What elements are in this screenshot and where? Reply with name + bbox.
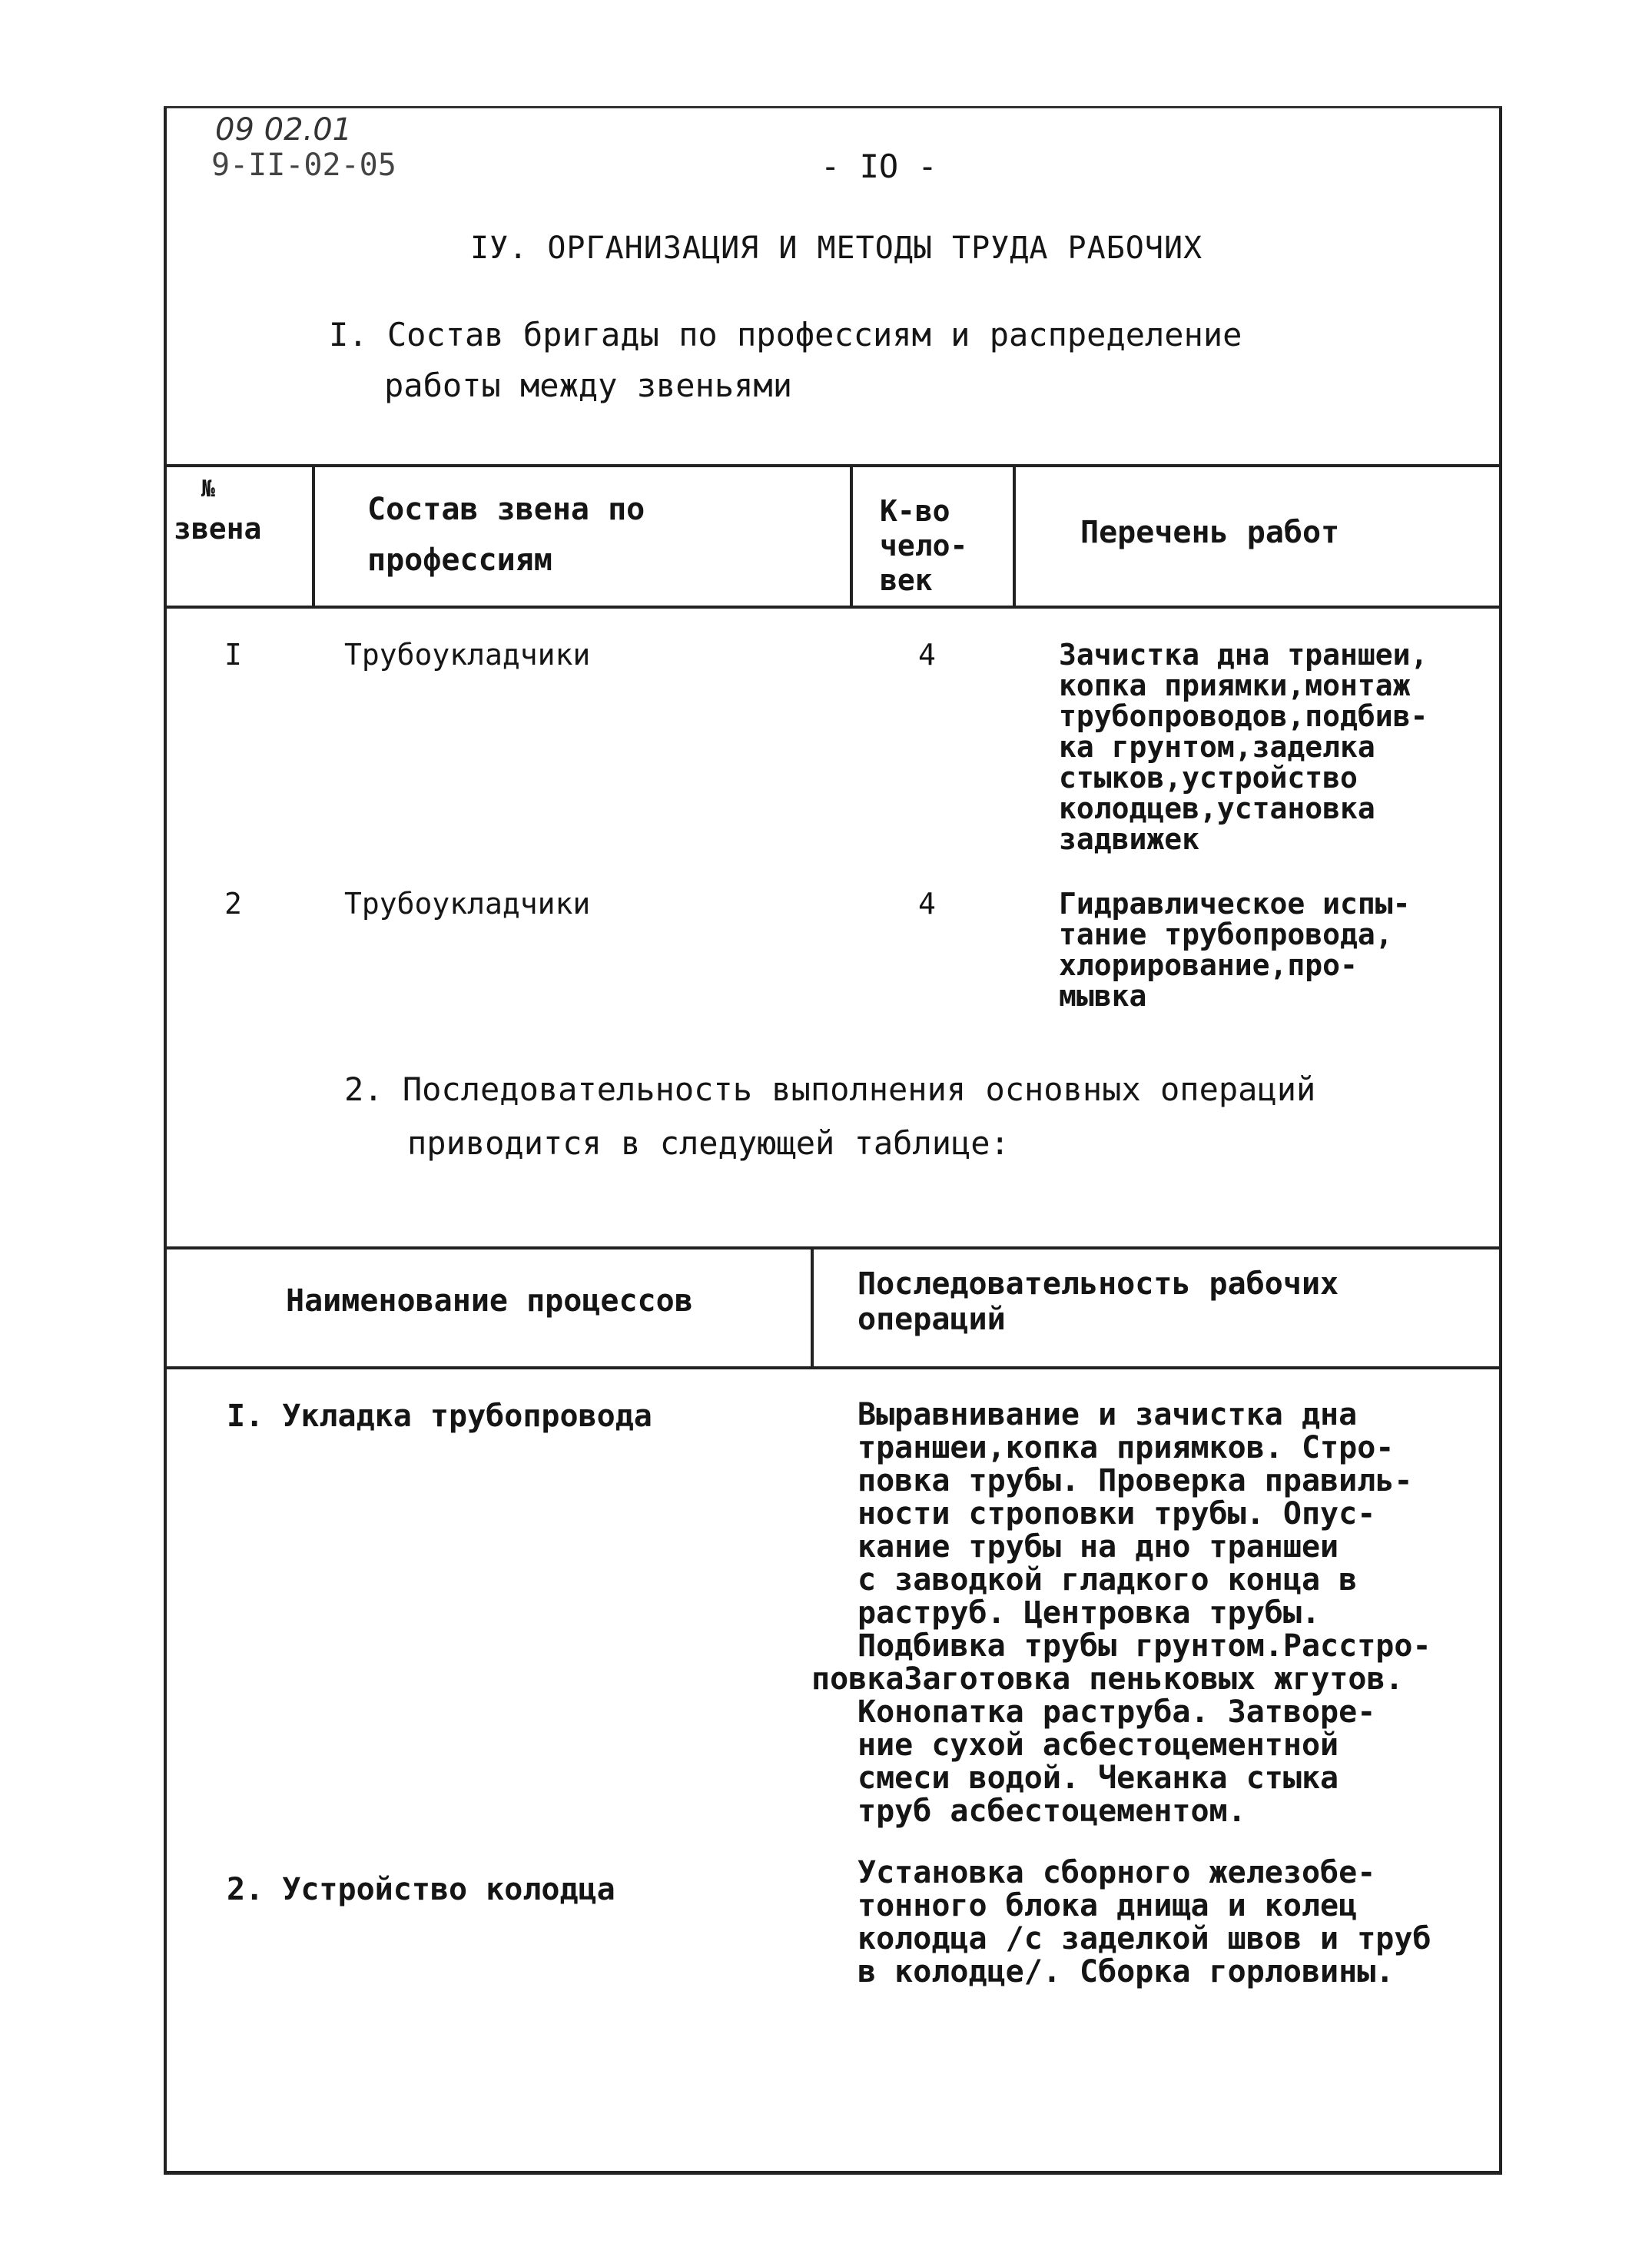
process-1-ops-prefix: повка: [811, 1661, 904, 1697]
team-1-works-line: колодцев,установка: [1059, 791, 1375, 825]
team-1-works-line: Зачистка дна траншеи,: [1059, 638, 1428, 672]
subsection-1-line-2: работы между звеньями: [384, 367, 793, 404]
process-2-ops-line: колодца /с заделкой швов и труб: [858, 1921, 1431, 1956]
header-num-symbol: №: [201, 476, 216, 503]
header-count-line-2: чело-: [880, 529, 968, 563]
process-2-name: 2. Устройство колодца: [227, 1872, 615, 1907]
process-1-ops-line: ности строповки трубы. Опус-: [858, 1496, 1376, 1532]
header-count-line-3: век: [880, 563, 933, 597]
team-table-header-rule: [164, 606, 1502, 609]
header-composition-line-1: Состав звена по: [367, 492, 645, 527]
process-1-ops-line: кание трубы на дно траншеи: [858, 1529, 1339, 1565]
subsection-2-line-1: 2. Последовательность выполнения основных операций: [344, 1070, 1316, 1108]
process-1-ops-line: ние сухой асбестоцементной: [858, 1727, 1339, 1763]
header-composition-line-2: профессиям: [367, 543, 552, 578]
archive-code: 09 02.01: [215, 112, 353, 148]
team-2-composition: Трубоукладчики: [344, 887, 591, 921]
team-2-works: [1059, 888, 1411, 1011]
process-1-name: I. Укладка трубопровода: [227, 1399, 652, 1434]
section-title: IУ. ОРГАНИЗАЦИЯ И МЕТОДЫ ТРУДА РАБОЧИХ: [470, 231, 1203, 266]
header-count-line-1: К-во: [880, 494, 950, 528]
subsection-1-line-1: I. Состав бригады по профессиям и распределение: [329, 316, 1242, 353]
document-code: 9-II-02-05: [211, 148, 396, 183]
team-1-works: [1059, 639, 1428, 855]
header-team-number: звена: [174, 512, 262, 546]
team-1-works-line: стыков,устройство: [1059, 761, 1358, 795]
process-table-header-rule: [164, 1366, 1502, 1369]
team-2-works-line: хлорирование,про-: [1059, 948, 1358, 982]
process-1-ops-line: с заводкой гладкого конца в: [858, 1562, 1358, 1598]
team-2-works-line: мывка: [1059, 979, 1147, 1013]
process-1-ops-line: Конопатка раструба. Затворе-: [858, 1694, 1376, 1730]
process-2-ops-line: Установка сборного железобе-: [858, 1855, 1376, 1890]
team-2-number: 2: [224, 887, 242, 921]
team-1-works-line: задвижек: [1059, 822, 1200, 856]
header-operations-line-2: операций: [858, 1302, 1006, 1337]
process-2-ops-line: тонного блока днища и колец: [858, 1888, 1358, 1923]
process-1-ops-line: Выравнивание и зачистка дна: [858, 1397, 1358, 1432]
team-table-divider-3: [1013, 464, 1016, 609]
process-table-top-rule: [164, 1246, 1502, 1249]
team-table-divider-2: [850, 464, 853, 609]
process-1-ops-line: смеси водой. Чеканка стыка: [858, 1761, 1339, 1796]
team-1-count: 4: [918, 638, 936, 672]
process-1-ops-line: траншеи,копка приямков. Стро-: [858, 1430, 1395, 1465]
header-operations-line-1: Последовательность рабочих: [858, 1266, 1339, 1302]
team-1-works-line: копка приямки,монтаж: [1059, 669, 1411, 702]
team-1-works-line: трубопроводов,подбив-: [1059, 699, 1428, 733]
team-2-works-line: Гидравлическое испы-: [1059, 887, 1411, 921]
team-2-works-line: тание трубопровода,: [1059, 918, 1393, 951]
process-2-ops-line: в колодце/. Сборка горловины.: [858, 1954, 1395, 1990]
process-1-ops-line: Подбивка трубы грунтом.Расстро-: [858, 1628, 1431, 1664]
process-1-ops-text: Заготовка пеньковых жгутов.: [904, 1661, 1404, 1697]
header-process-name: Наименование процессов: [286, 1283, 693, 1319]
process-1-ops-line: труб асбестоцементом.: [858, 1794, 1246, 1829]
team-1-number: I: [224, 638, 242, 672]
process-1-ops-line: повка трубы. Проверка правиль-: [858, 1463, 1413, 1498]
team-1-composition: Трубоукладчики: [344, 638, 591, 672]
page-number: - IO -: [821, 148, 937, 185]
team-2-count: 4: [918, 887, 936, 921]
process-1-ops-line: раструб. Центровка трубы.: [858, 1595, 1321, 1631]
team-table-divider-1: [312, 464, 315, 609]
team-1-works-line: ка грунтом,заделка: [1059, 730, 1375, 764]
team-table-top-rule: [164, 464, 1502, 467]
header-works-list: Перечень работ: [1080, 515, 1340, 550]
process-table-divider: [811, 1246, 814, 1369]
subsection-2-line-2: приводится в следующей таблице:: [407, 1124, 1010, 1162]
process-1-operations: [811, 1397, 1431, 1829]
process-1-ops-line-wrapped: [811, 1663, 1431, 1696]
process-2-operations: [858, 1857, 1431, 1989]
